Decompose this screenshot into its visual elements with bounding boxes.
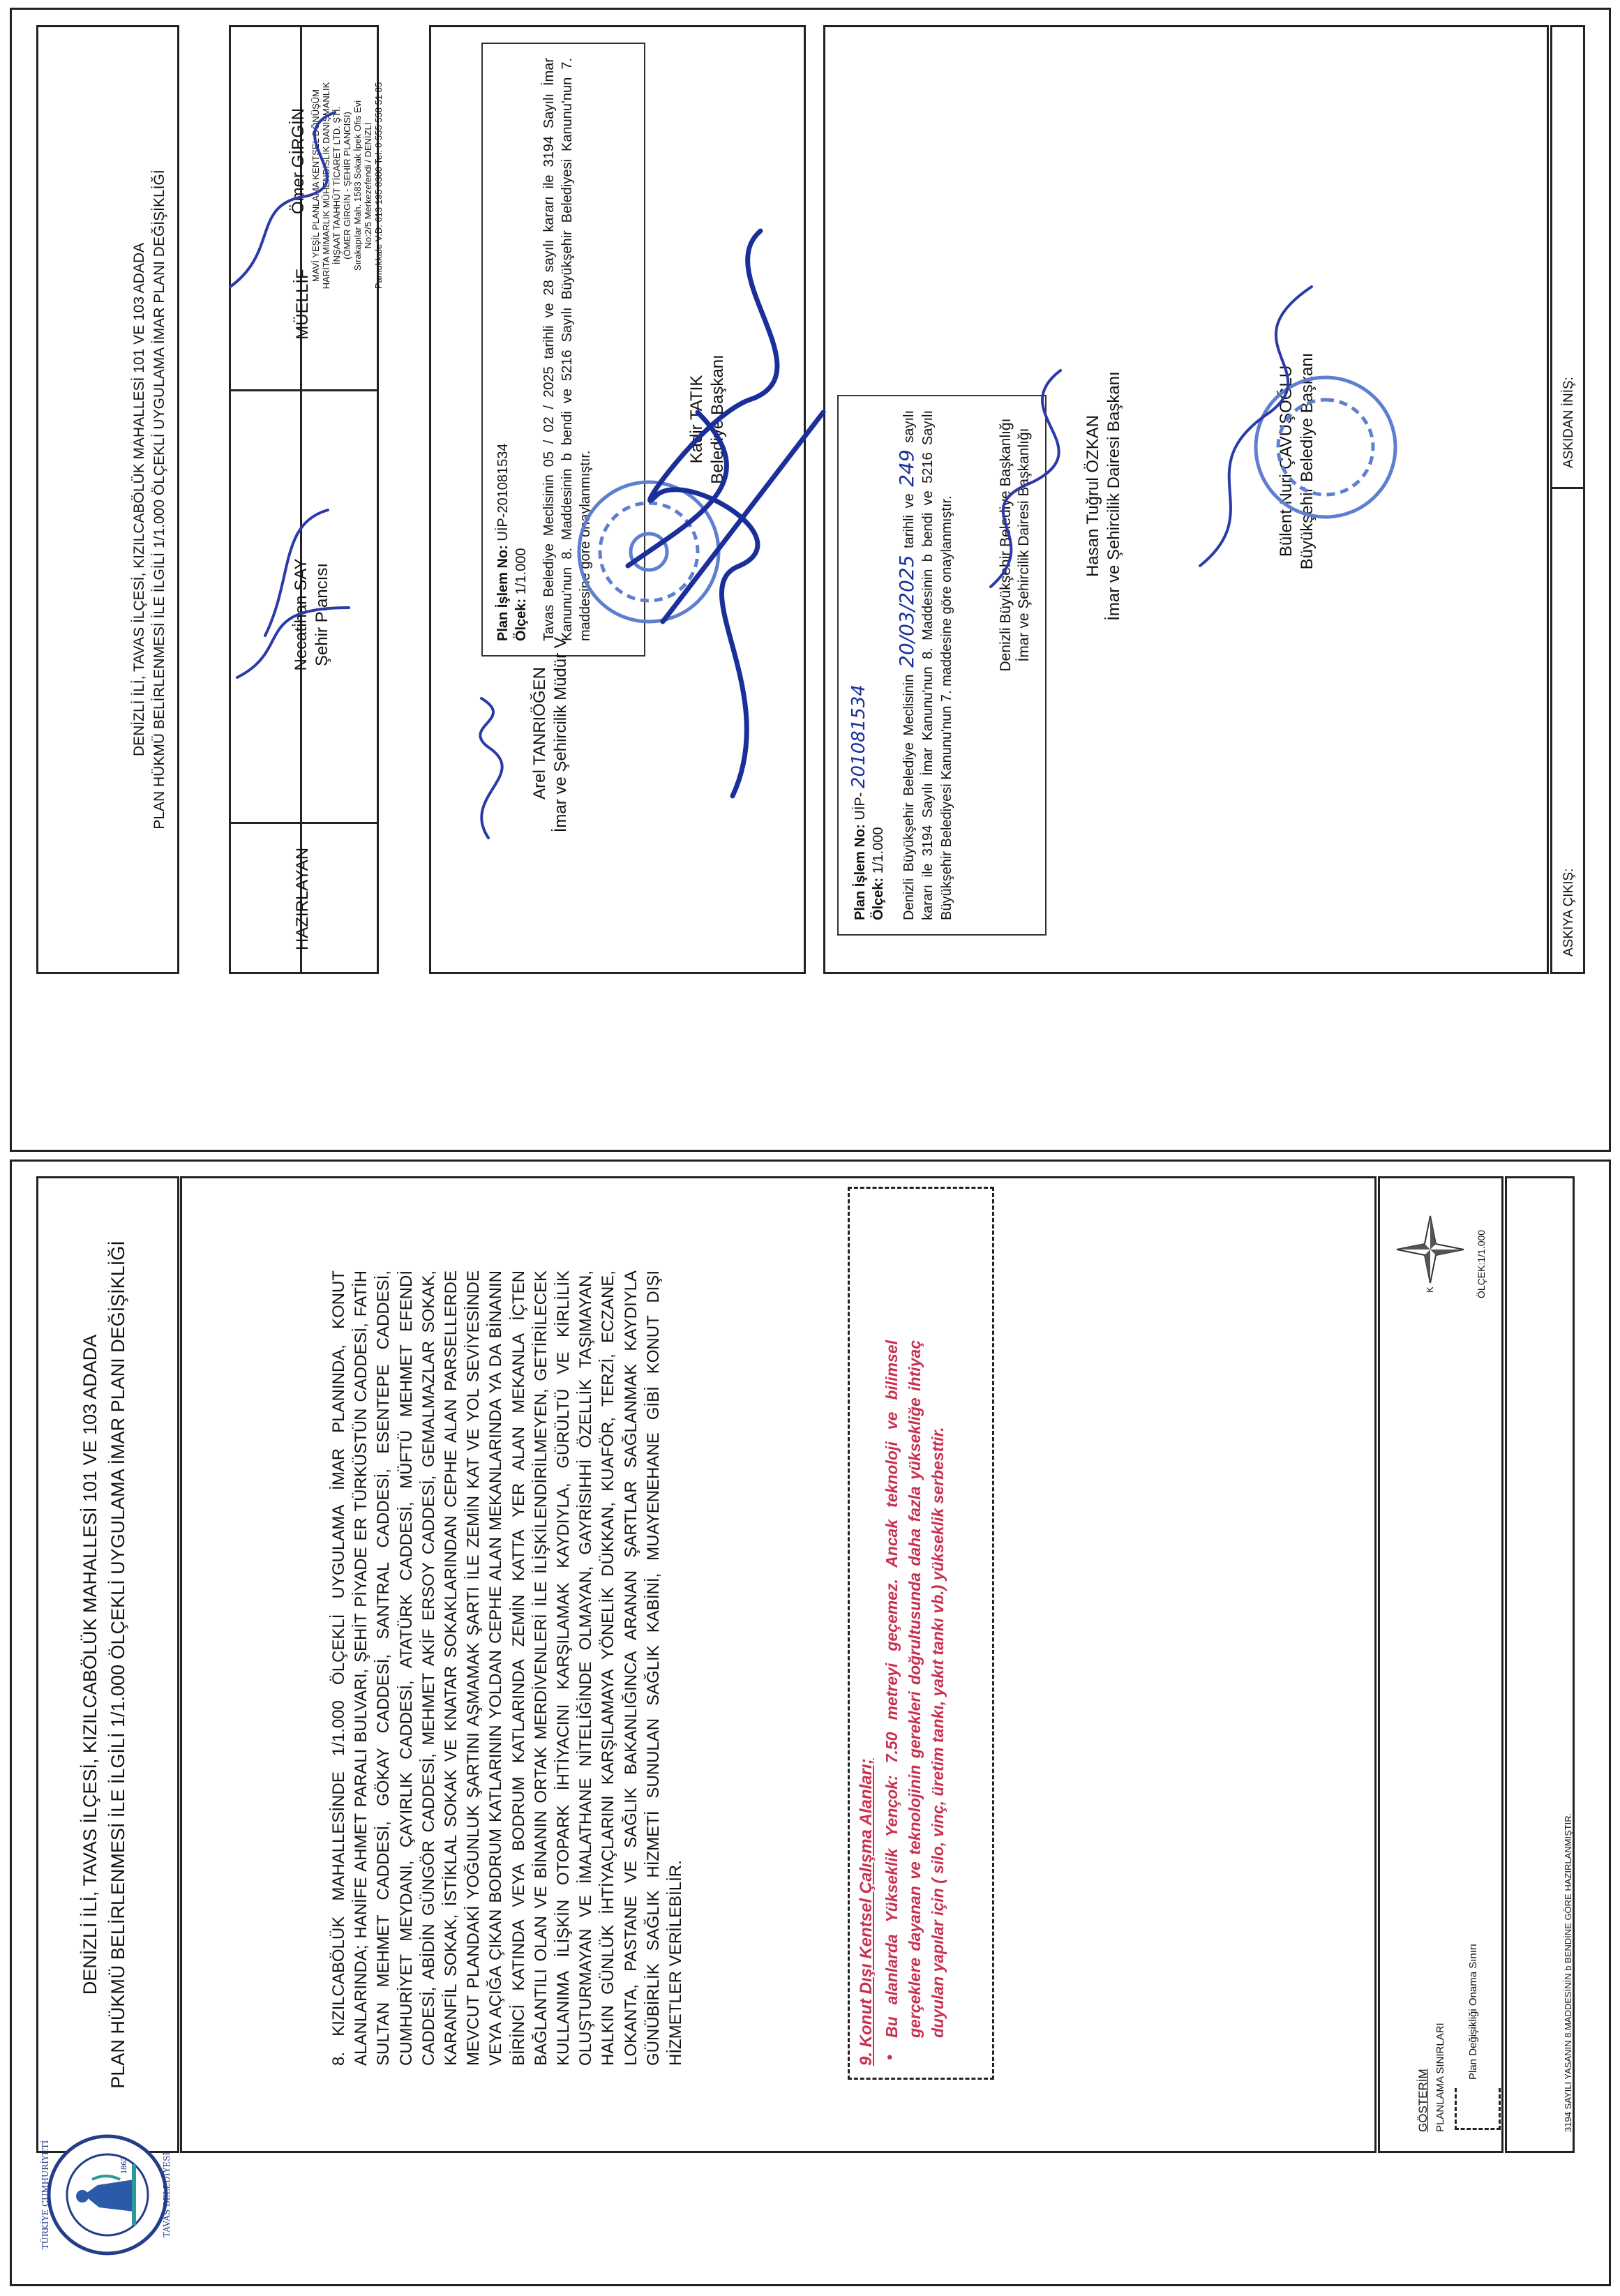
approval-text-b: tarihli ve bbox=[901, 493, 917, 548]
clause-8: 8. KIZILCABÖLÜK MAHALLESİNDE 1/1.000 ÖLÇEKLİ UYGULAMA İMAR PLANINDA, KONUT ALANLARINDA; HANİFE AHMET PARALI BULVARI, ŞEHİT PİYADE ER TÜRKÜSTÜN CADDESİ, FATİH SULTAN MEHMET CADDESİ, GÖKAY CADDESİ, SANTRAL CADDESİ, ESENTEPE CADDESİ, CUMHURİYET MEYDANI, ÇAYIRLIK CADDESİ, ATATÜRK CADDESİ, MÜFTÜ MEHMET EFENDİ CADDESİ, ABİDİN GÜNGÖR CADDESİ, MEHMET AKİF ERSOY CADDESİ, GEMALMAZLAR SOKAK, KARANFİL SOKAK, İSTİKLAL SOKAK VE KNATAR SOKAKLARINDAN CEPHE ALAN PARSELLERDE MEVCUT PLANDAKİ YOĞUNLUK ŞARTINI AŞMAMAK ŞARTI İLE ZEMİN KAT VE YOL SEVİYESİNDE VEYA AÇIĞA ÇIKAN BODRUM KATLARININ YOLDAN CEPHE ALAN MEKANLARINDA YA DA BİNANIN BİRİNCİ KATINDA VEYA BODRUM KATLARINDA ZEMİN KATTA YER ALAN MEKANLA İÇTEN BAĞLANTILI OLAN VE BİNANIN ORTAK MERDİVENLERİ İLE İLİŞKİLENDİRİLMEYEN, GETİRİLECEK KULLANIMA İLİŞKİN OTOPARK İHTİYACINI KARŞILAMAK KAYDIYLA, GÜRÜLTÜ VE KİRLİLİK OLUŞTURMAYAN VE İMALATHANE NİTELİĞİNDE OLMAYAN, GAYRİSIHHİ ÖZELLİK TAŞIMAYAN, HALKIN GÜNLÜK İHTİYAÇLARINI KARŞILAMAYA YÖNELİK DÜKKAN, KUAFÖR, TERZİ, ECZANE, LOKANTA, PASTANE VE SAĞLIK BAKANLIĞINCA ARANAN ŞARTLAR SAĞLANMAK KAYDIYLA GÜNÜBİRLİK SAĞLIK HİZMETİ SUNULAN SAĞLIK KABİNİ, MUAYENEHANE GİBİ KONUT DIŞI HİZMETLER VERİLEBİLİR. bbox=[329, 1270, 686, 2066]
right-title-line1: DENİZLİ İLİ, TAVAS İLÇESİ, KIZILCABÖLÜK MAHALLESİ 101 VE 103 ADADA bbox=[131, 242, 147, 757]
ask-out-label: ASKIDAN İNİŞ: bbox=[1561, 377, 1576, 468]
author-company-line: İNŞAAT TAAHHÜT TİCARET LTD. ŞTİ. bbox=[331, 106, 342, 265]
legend-item-label: Plan Değişikliği Onama Sınırı bbox=[1467, 1943, 1479, 2080]
official3-title: İmar ve Şehircilik Dairesi Başkanı bbox=[1104, 371, 1123, 621]
author-company-line: Sırakapılar Mah. 1583 Sokak İpek Ofis Evi bbox=[352, 100, 363, 271]
official2-name: Kadir TATIK bbox=[687, 375, 706, 464]
scale-label: Ölçek: bbox=[871, 877, 886, 920]
author-signature bbox=[230, 112, 335, 287]
approval-number-handwritten: 249 bbox=[895, 449, 918, 487]
author-company-line: No:2/5 Merkezefendi / DENİZLİ bbox=[363, 122, 373, 249]
official4-name: Bülent Nuri ÇAVUŞOĞLU bbox=[1277, 365, 1296, 557]
north-letter: K bbox=[1425, 1286, 1435, 1293]
logo-text-bottom: TAVAS BELEDİYESİ bbox=[162, 2152, 172, 2238]
official1-name: Arel TANRIÖĞEN bbox=[530, 667, 549, 800]
author-company-line: Pamukkale V.D. 613 195 8380 Tel: 0 555 558 51 85 bbox=[373, 82, 384, 290]
left-footer-note: 3194 SAYILI YASANIN 8.MADDESİNİN b BENDİNE GÖRE HAZIRLANMIŞTIR. bbox=[1563, 1813, 1573, 2132]
denizli-stamp bbox=[1256, 377, 1395, 517]
approval-text-c: sayılı kararı ile 3194 Sayılı İmar Kanunu'nun 8. Maddesinin b bendi ve 5216 Sayılı Büyükşehir Belediyesi Kanunu'nun 7. maddesine göre onaylanmıştır. bbox=[901, 410, 954, 920]
preparer-signature bbox=[237, 510, 349, 677]
official2-title: Belediye Başkanı bbox=[708, 354, 727, 484]
clause-9-title: 9. Konut Dışı Kentsel Çalışma Alanları; bbox=[857, 1758, 876, 2066]
plan-no-label: Plan İşlem No: bbox=[853, 824, 868, 920]
legend-title: GÖSTERİM bbox=[1416, 2069, 1430, 2132]
scale-label: ÖLÇEK:1/1.000 bbox=[1476, 1229, 1487, 1298]
plan-no-handwritten: 201081534 bbox=[848, 684, 869, 789]
plan-no-label: Plan İşlem No: bbox=[495, 545, 511, 641]
official1-signature bbox=[480, 698, 502, 838]
official4-signature bbox=[1200, 287, 1312, 566]
clause-9-bullet: • bbox=[880, 2054, 899, 2060]
logo-year: 1863 bbox=[120, 2156, 128, 2174]
preparer-title: Şehir Plancısı bbox=[313, 562, 331, 667]
clause-9-text: Bu alanlarda Yükseklik Yençok: 7.50 metreyi geçemez. Ancak teknoloji ve bilimsel gerçeklere dayanan ve teknolojinin gerekleri doğrultusunda daha fazla yüksekliğe ihtiyaç duyulan yapılar için ( silo, vinç, üretim tankı, yakıt tankı vb.) yükseklik serbesttir. bbox=[883, 1340, 947, 2038]
scale-label: Ölçek: bbox=[513, 598, 529, 641]
author-company-line: HARİTA MİMARLIK MÜHENDİSLİK DANIŞMANLIK bbox=[321, 82, 331, 290]
plan-no-value: UİP-201081534 bbox=[495, 443, 511, 541]
left-title-line1: DENİZLİ İLİ, TAVAS İLÇESİ, KIZILCABÖLÜK MAHALLESİ 101 VE 103 ADADA bbox=[80, 1334, 100, 1995]
official3-name: Hasan Tuğrul ÖZKAN bbox=[1083, 414, 1102, 578]
official4-title: Büyükşehir Belediye Başkanı bbox=[1298, 352, 1317, 570]
approval-text-a: Denizli Büyükşehir Belediye Meclisinin bbox=[901, 674, 917, 920]
preparer-name: Necati̇han SAY bbox=[292, 558, 310, 671]
right-title-line2: PLAN HÜKMÜ BELİRLENMESİ İLE İLGİLİ 1/1.000 ÖLÇEKLİ UYGULAMA İMAR PLANI DEĞİŞİKLİĞİ bbox=[151, 170, 167, 830]
mayor-signature bbox=[650, 231, 777, 796]
legend-subtitle: PLANLAMA SINIRLARI bbox=[1434, 2023, 1446, 2132]
plan-no-prefix: UİP- bbox=[853, 792, 868, 820]
denizli-org-line1: Denizli Büyükşehir Belediye Başkanlığı bbox=[998, 418, 1014, 672]
preparer-label: HAZIRLAYAN bbox=[293, 847, 312, 951]
approval-date-handwritten: 20/03/2025 bbox=[895, 555, 918, 668]
logo-text-top: TÜRKİYE CUMHURİYETİ bbox=[40, 2140, 50, 2250]
scale-value: 1/1.000 bbox=[871, 827, 886, 874]
mayor-signature-stroke bbox=[628, 412, 823, 622]
author-label: MÜELLİF bbox=[293, 269, 312, 340]
official1-title: İmar ve Şehircilik Müdür V. bbox=[551, 633, 570, 833]
scale-value: 1/1.000 bbox=[513, 548, 529, 595]
author-name: Ömer GİRGİN bbox=[289, 108, 308, 215]
tavas-approval-text: Tavas Belediye Meclisinin 05 / 02 / 2025 tarihli ve 28 sayılı kararı ile 3194 Sayılı İmar Kanunu'nun 8. Maddesinin b bendi ve 5216 Sayılı Büyükşehir Belediyesi Kanunu'nun 7. maddesine göre onaylanmıştır. bbox=[541, 58, 593, 641]
official3-signature bbox=[991, 370, 1060, 587]
ask-in-label: ASKIYA ÇIKIŞ: bbox=[1561, 868, 1576, 956]
denizli-org-line2: İmar ve Şehircilik Dairesi Başkanlığı bbox=[1016, 428, 1032, 662]
author-company-line: (ÖMER GİRGİN - ŞEHİR PLANCISI) bbox=[342, 112, 352, 260]
author-company-line: MAVİ YEŞİL PLANLAMA KENTSEL DÖNÜŞÜM bbox=[310, 89, 321, 282]
left-title-line2: PLAN HÜKMÜ BELİRLENMESİ İLE İLGİLİ 1/1.000 ÖLÇEKLİ UYGULAMA İMAR PLANI DEĞİŞİKLİĞİ bbox=[107, 1240, 128, 2089]
